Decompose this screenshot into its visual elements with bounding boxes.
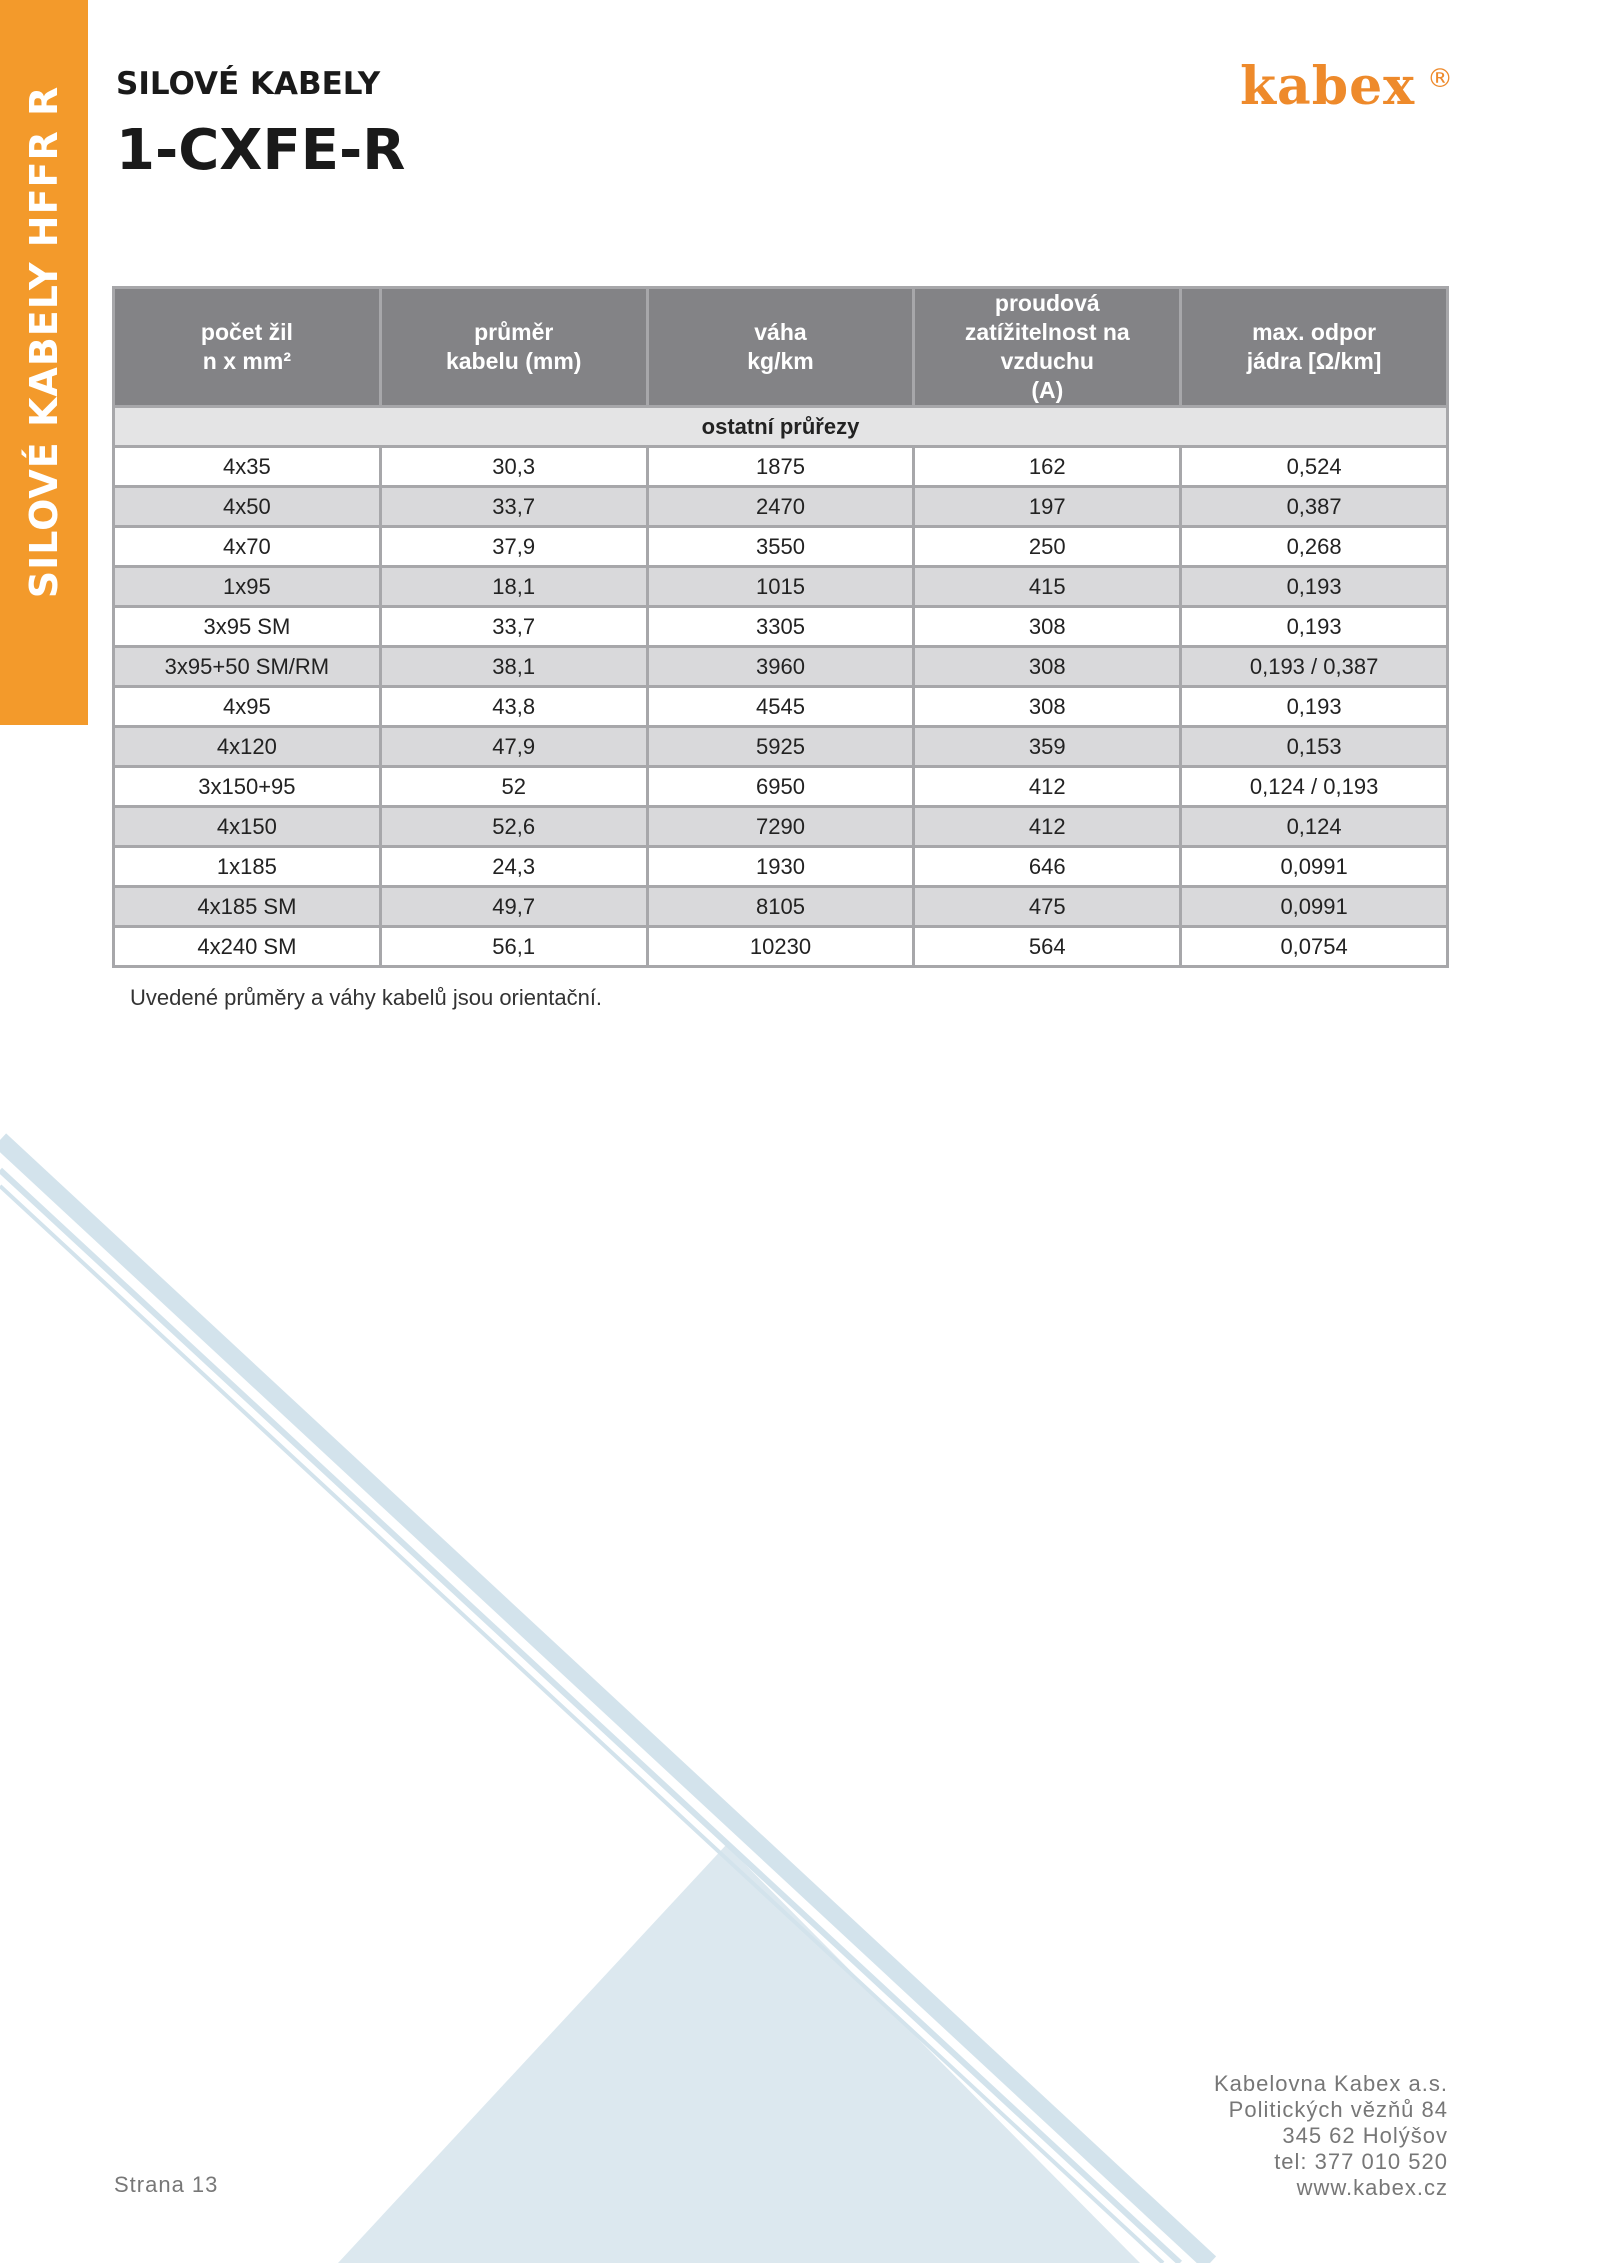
table-cell: 412: [914, 767, 1181, 807]
table-cell: 3550: [647, 527, 914, 567]
table-row: [114, 807, 1448, 847]
kabex-logo: kabex: [1240, 56, 1416, 117]
table-cell: 52: [380, 767, 647, 807]
table-cell: 0,268: [1181, 527, 1448, 567]
table-header-row: [114, 288, 1448, 407]
table-cell: 3x95 SM: [114, 607, 381, 647]
table-cell: 4x120: [114, 727, 381, 767]
table-cell: 415: [914, 567, 1181, 607]
table-cell: 49,7: [380, 887, 647, 927]
note-text: Uvedené průměry a váhy kabelů jsou orientační.: [130, 985, 603, 1010]
company-address: [1214, 2071, 1448, 2201]
table-row: [114, 927, 1448, 967]
table-cell: 0,124 / 0,193: [1181, 767, 1448, 807]
page-number: Strana 13: [114, 2172, 219, 2197]
table-row: [114, 647, 1448, 687]
column-header-cores: počet žil n x mm²: [114, 288, 381, 407]
table-row: [114, 847, 1448, 887]
table-cell: 1015: [647, 567, 914, 607]
column-header-diameter: průměr kabelu (mm): [380, 288, 647, 407]
address-line: 345 62 Holýšov: [1282, 2123, 1448, 2148]
table-cell: 52,6: [380, 807, 647, 847]
table-cell: 38,1: [380, 647, 647, 687]
table-cell: 3x150+95: [114, 767, 381, 807]
table-cell: 308: [914, 607, 1181, 647]
table-row: [114, 447, 1448, 487]
table-cell: 475: [914, 887, 1181, 927]
column-header-current-capacity: proudová zatížitelnost na vzduchu (A): [914, 288, 1181, 407]
address-line: tel: 377 010 520: [1274, 2149, 1448, 2174]
table-cell: 33,7: [380, 607, 647, 647]
light-blue-triangle: [338, 1845, 1140, 2263]
table-row: [114, 887, 1448, 927]
group-label: ostatní průřezy: [114, 407, 1448, 447]
table-cell: 250: [914, 527, 1181, 567]
table-cell: 4x240 SM: [114, 927, 381, 967]
table-cell: 6950: [647, 767, 914, 807]
table-cell: 0,0991: [1181, 887, 1448, 927]
table-row: [114, 607, 1448, 647]
address-line: Kabelovna Kabex a.s.: [1213, 2071, 1448, 2096]
table-cell: 2470: [647, 487, 914, 527]
table-group-row: [114, 407, 1448, 447]
table-cell: 0,193: [1181, 687, 1448, 727]
column-header-weight: váha kg/km: [647, 288, 914, 407]
column-header-max-resistance: max. odpor jádra [Ω/km]: [1181, 288, 1448, 407]
page-title: 1-CXFE-R: [116, 118, 406, 183]
table-cell: 4x35: [114, 447, 381, 487]
table-cell: 7290: [647, 807, 914, 847]
table-cell: 18,1: [380, 567, 647, 607]
table-cell: 1x95: [114, 567, 381, 607]
side-tab-label: SILOVÉ KABELY HFFR R: [22, 85, 66, 599]
table-cell: 4x70: [114, 527, 381, 567]
table-cell: 5925: [647, 727, 914, 767]
table-cell: 0,193 / 0,387: [1181, 647, 1448, 687]
table-row: [114, 567, 1448, 607]
table-cell: 4x185 SM: [114, 887, 381, 927]
table-cell: 359: [914, 727, 1181, 767]
table-cell: 3305: [647, 607, 914, 647]
table-row: [114, 527, 1448, 567]
table-cell: 0,0991: [1181, 847, 1448, 887]
table-cell: 0,153: [1181, 727, 1448, 767]
table-cell: 56,1: [380, 927, 647, 967]
table-cell: 0,524: [1181, 447, 1448, 487]
table-cell: 0,124: [1181, 807, 1448, 847]
table-cell: 0,0754: [1181, 927, 1448, 967]
table-cell: 162: [914, 447, 1181, 487]
side-tab: [0, 0, 88, 725]
table-cell: 8105: [647, 887, 914, 927]
table-cell: 0,387: [1181, 487, 1448, 527]
table-cell: 197: [914, 487, 1181, 527]
table-cell: 1875: [647, 447, 914, 487]
table-cell: 1x185: [114, 847, 381, 887]
table-cell: 4x50: [114, 487, 381, 527]
table-cell: 30,3: [380, 447, 647, 487]
registered-mark-icon: ®: [1427, 64, 1453, 94]
section-subtitle: SILOVÉ KABELY: [116, 66, 381, 102]
table-cell: 308: [914, 687, 1181, 727]
table-cell: 4545: [647, 687, 914, 727]
table-cell: 0,193: [1181, 567, 1448, 607]
table-row: [114, 487, 1448, 527]
table-cell: 412: [914, 807, 1181, 847]
table-cell: 4x150: [114, 807, 381, 847]
table-cell: 33,7: [380, 487, 647, 527]
table-cell: 3x95+50 SM/RM: [114, 647, 381, 687]
table-cell: 43,8: [380, 687, 647, 727]
table-cell: 37,9: [380, 527, 647, 567]
table-cell: 4x95: [114, 687, 381, 727]
table-cell: 3960: [647, 647, 914, 687]
table-cell: 10230: [647, 927, 914, 967]
table-cell: 1930: [647, 847, 914, 887]
address-line: Politických vězňů 84: [1228, 2097, 1448, 2122]
cable-spec-table: [112, 286, 1449, 968]
table-cell: 0,193: [1181, 607, 1448, 647]
table-cell: 564: [914, 927, 1181, 967]
table-cell: 308: [914, 647, 1181, 687]
table-cell: 646: [914, 847, 1181, 887]
table-cell: 47,9: [380, 727, 647, 767]
website-link[interactable]: www.kabex.cz: [1296, 2175, 1448, 2200]
table-row: [114, 767, 1448, 807]
table-row: [114, 687, 1448, 727]
table-cell: 24,3: [380, 847, 647, 887]
table-row: [114, 727, 1448, 767]
